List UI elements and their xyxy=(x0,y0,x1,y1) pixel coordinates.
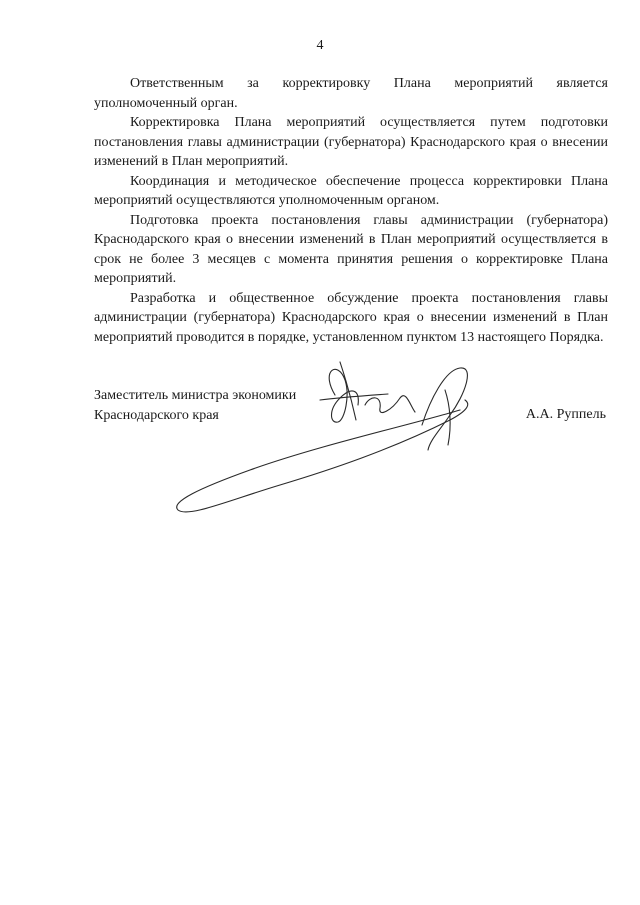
paragraph: Подготовка проекта постановления главы администрации (губернатора) Краснодарского края о внесении изменений в План мероприятий осуществляется в срок не более 3 месяцев с момента принятия решения о корректировке Плана мероприятий. xyxy=(94,212,608,286)
document-body xyxy=(94,74,608,347)
paragraph: Ответственным за корректировку Плана мероприятий является уполномоченный орган. xyxy=(94,76,608,111)
paragraph: Разработка и общественное обсуждение проекта постановления главы администрации (губернатора) Краснодарского края о внесении изменений в План мероприятий проводится в порядке, установленном пунктом 13 настоящего Порядка. xyxy=(94,290,608,345)
paragraph: Корректировка Плана мероприятий осуществляется путем подготовки постановления главы администрации (губернатора) Краснодарского края о внесении изменений в План мероприятий. xyxy=(94,115,608,169)
page-number: 4 xyxy=(316,38,324,53)
signatory-name: А.А. Руппель xyxy=(525,407,606,422)
signatory-title-line: Краснодарского края xyxy=(94,407,219,423)
handwritten-signature xyxy=(160,350,490,520)
signatory-title-line: Заместитель министра экономики xyxy=(94,388,297,403)
paragraph: Координация и методическое обеспечение процесса корректировки Плана мероприятий осуществляются уполномоченным органом. xyxy=(94,173,608,208)
